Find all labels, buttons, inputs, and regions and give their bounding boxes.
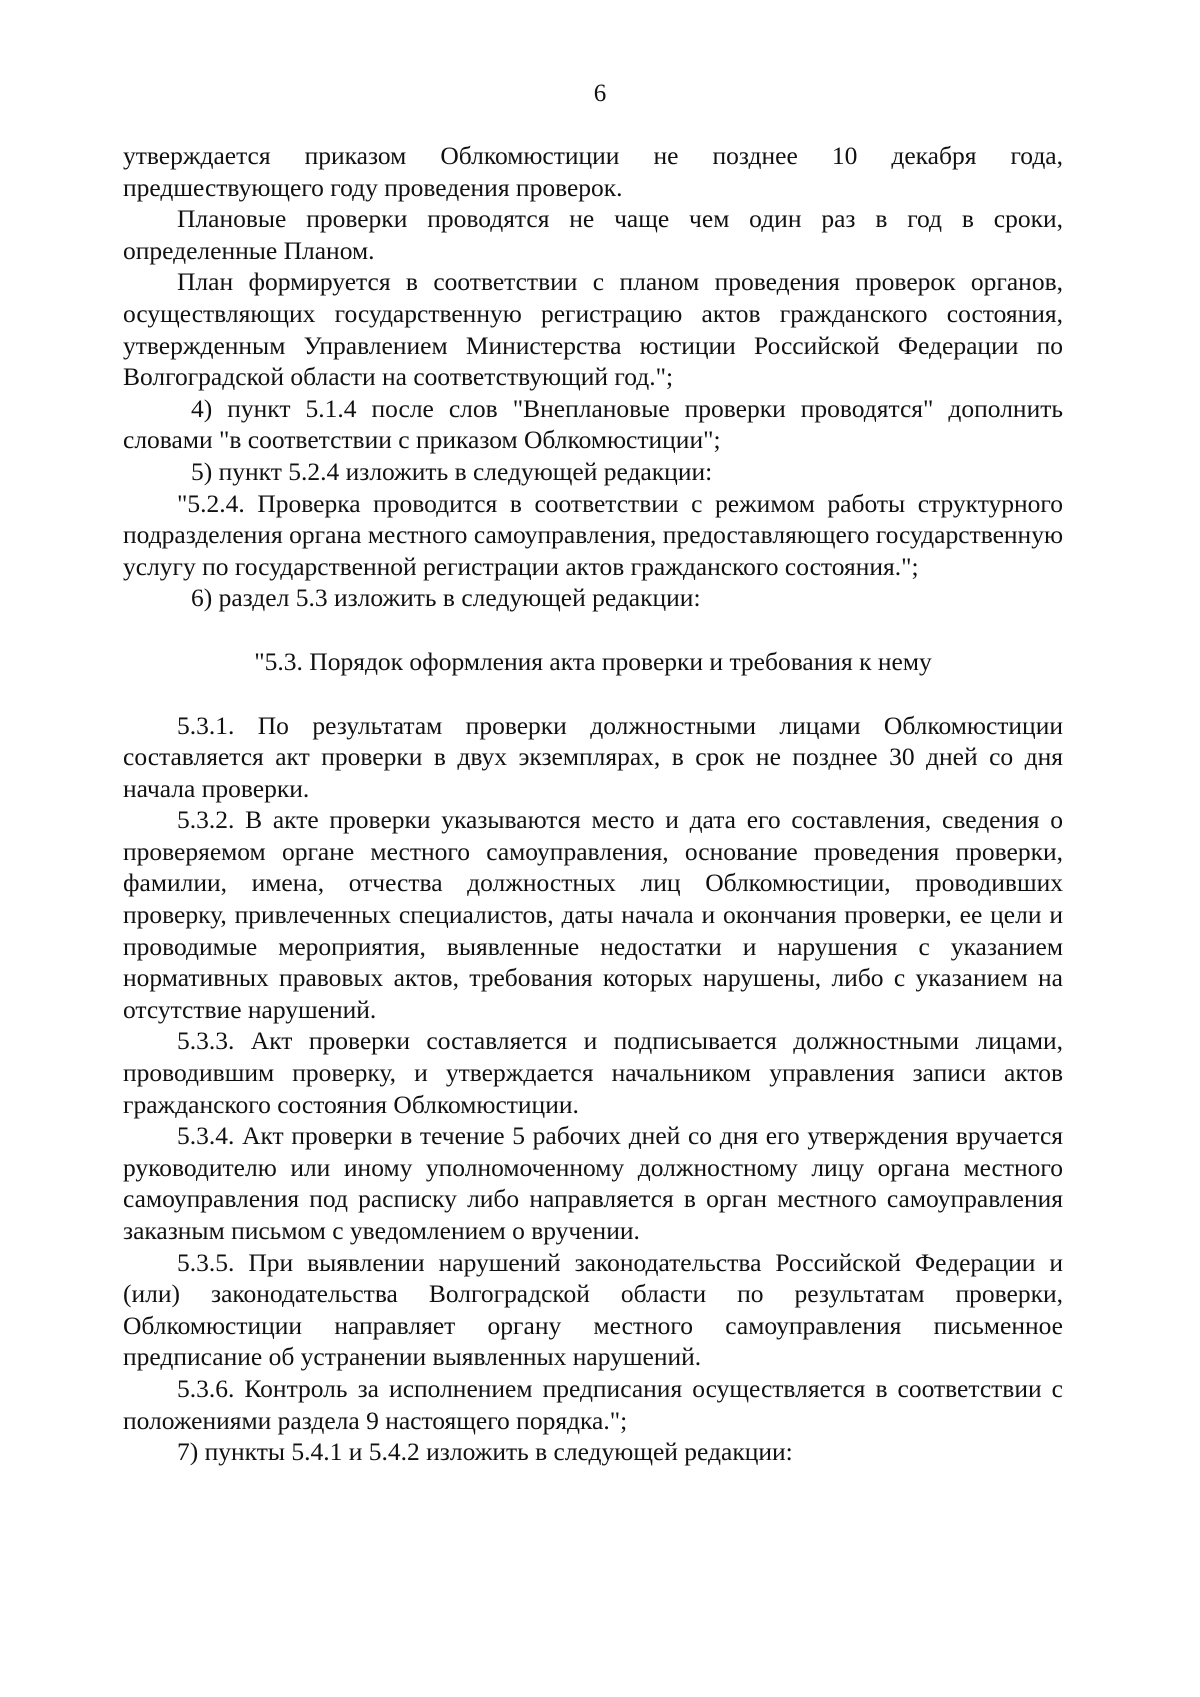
paragraph: утверждается приказом Облкомюстиции не позднее 10 декабря года, предшествующего году проведения проверок. xyxy=(123,141,1063,202)
paragraph: 7) пункты 5.4.1 и 5.4.2 изложить в следующей редакции: xyxy=(177,1437,793,1467)
paragraph: 5) пункт 5.2.4 изложить в следующей редакции: xyxy=(191,456,713,486)
paragraphs-before-heading xyxy=(123,140,1063,614)
paragraph: 5.3.6. Контроль за исполнением предписания осуществляется в соответствии с положениями раздела 9 настоящего порядка."; xyxy=(123,1373,1063,1435)
document-body xyxy=(123,140,1063,1468)
paragraphs-after-heading xyxy=(123,710,1063,1468)
paragraph: 6) раздел 5.3 изложить в следующей редакции: xyxy=(191,583,701,613)
paragraph: 5.3.1. По результатам проверки должностными лицами Облкомюстиции составляется акт проверки в двух экземплярах, в срок не позднее 30 дней со дня начала проверки. xyxy=(123,710,1063,803)
paragraph: 5.3.5. При выявлении нарушений законодательства Российской Федерации и (или) законодательства Волгоградской области по результатам проверки, Облкомюстиции направляет органу местного самоуправления письменное предписание об устранении выявленных нарушений. xyxy=(123,1247,1063,1372)
section-heading: "5.3. Порядок оформления акта проверки и требования к нему xyxy=(254,646,932,676)
paragraph: Плановые проверки проводятся не чаще чем один раз в год в сроки, определенные Планом. xyxy=(123,204,1063,265)
paragraph: 4) пункт 5.1.4 после слов "Внеплановые проверки проводятся" дополнить словами "в соответствии с приказом Облкомюстиции"; xyxy=(123,393,1063,455)
paragraph: 5.3.2. В акте проверки указываются место и дата его составления, сведения о проверяемом органе местного самоуправления, основание проведения проверки, фамилии, имена, отчества должностных лиц Облкомюстиции, проводивших проверку, привлеченных специалистов, даты начала и окончания проверки, ее цели и проводимые мероприятия, выявленные недостатки и нарушения с указанием нормативных правовых актов, требования которых нарушены, либо с указанием на отсутствие нарушений. xyxy=(123,805,1063,1024)
paragraph: "5.2.4. Проверка проводится в соответствии с режимом работы структурного подразделения органа местного самоуправления, предоставляющего государственную услугу по государственной регистрации актов гражданского состояния."; xyxy=(123,488,1063,581)
paragraph: 5.3.4. Акт проверки в течение 5 рабочих дней со дня его утверждения вручается руководителю или иному уполномоченному должностному лицу органа местного самоуправления под расписку либо направляется в орган местного самоуправления заказным письмом с уведомлением о вручении. xyxy=(123,1121,1063,1245)
paragraph: План формируется в соответствии с планом проведения проверок органов, осуществляющих государственную регистрацию актов гражданского состояния, утвержденным Управлением Министерства юстиции Российской Федерации по Волгоградской области на соответствующий год."; xyxy=(123,267,1063,392)
paragraph: 5.3.3. Акт проверки составляется и подписывается должностными лицами, проводившим проверку, и утверждается начальником управления записи актов гражданского состояния Облкомюстиции. xyxy=(123,1026,1063,1119)
page-number: 6 xyxy=(593,80,607,107)
